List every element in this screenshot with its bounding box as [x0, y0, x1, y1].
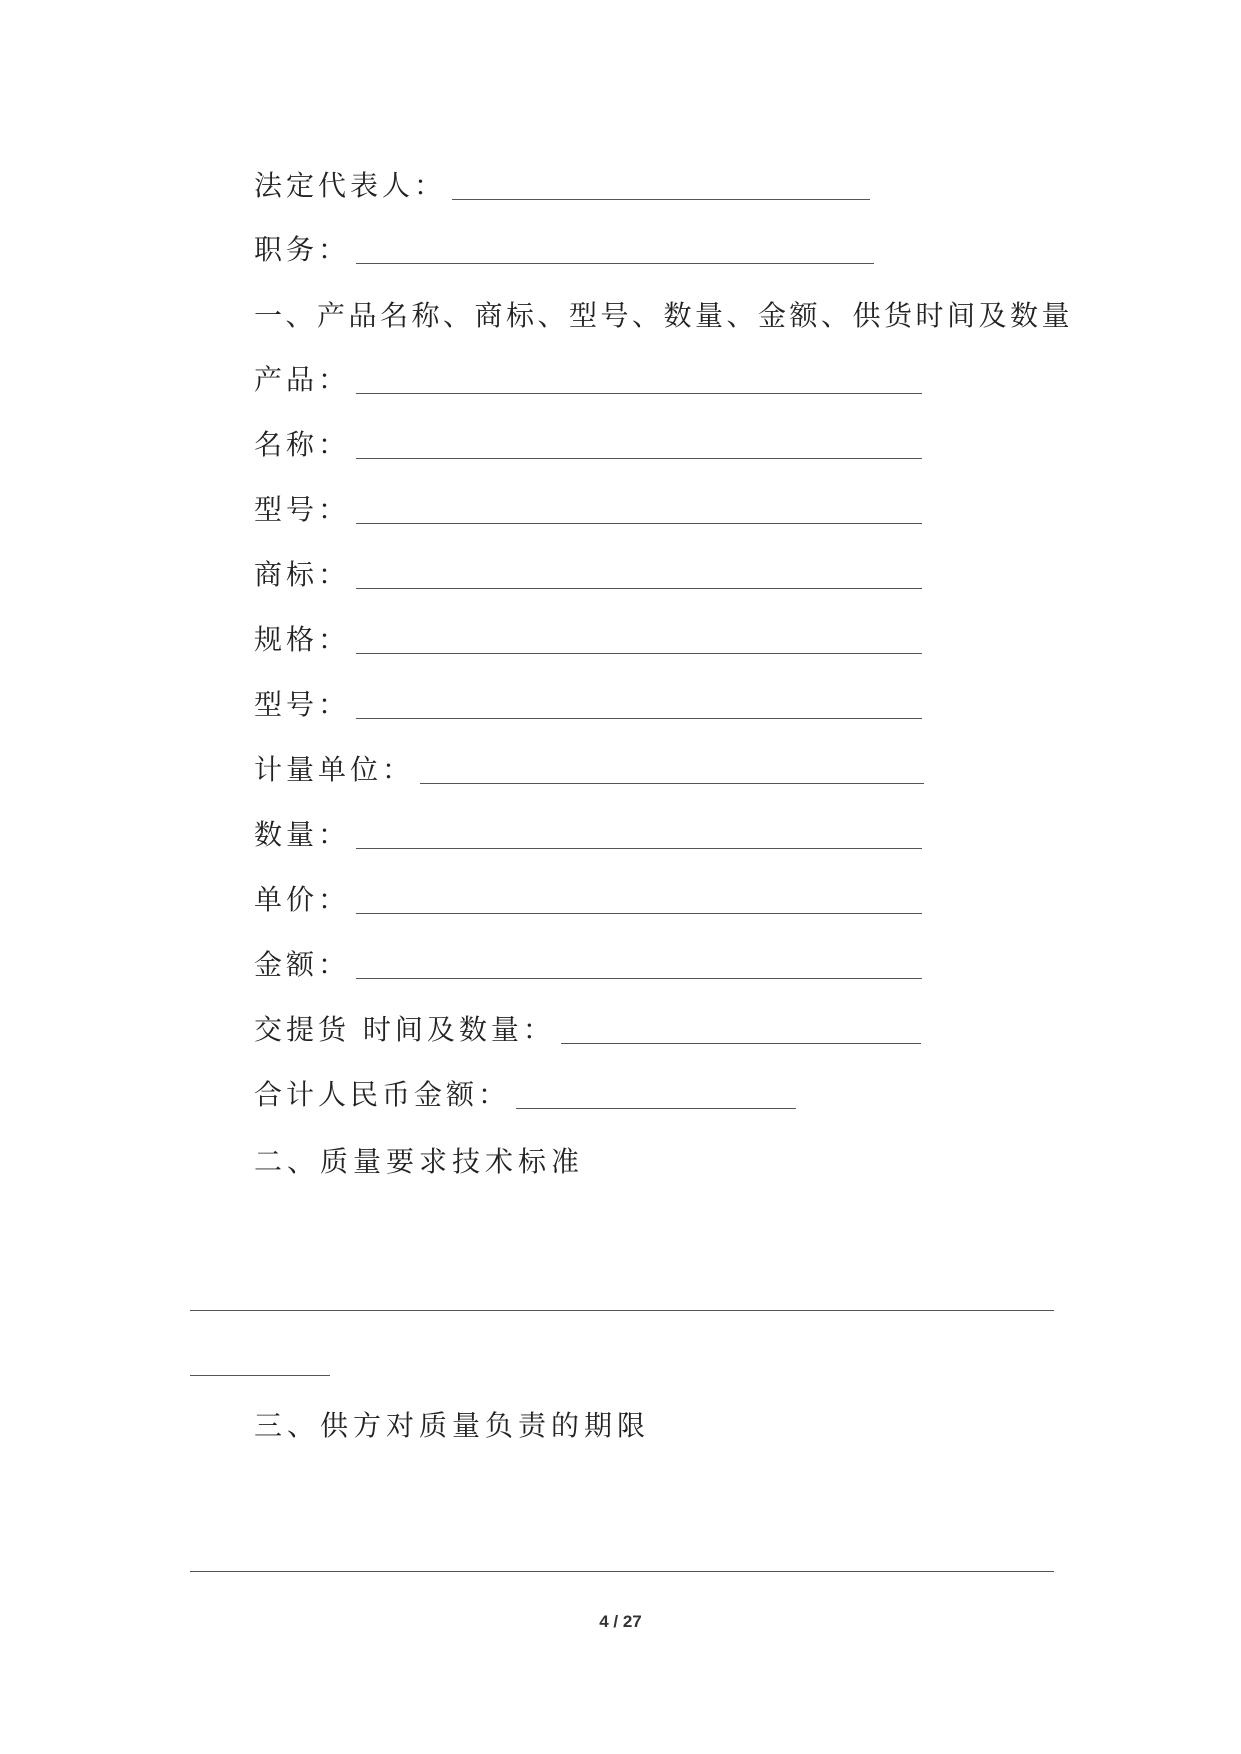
section1-heading: 一、产品名称、商标、型号、数量、金额、供货时间及数量 — [254, 299, 1074, 332]
spec-label: 规格： — [254, 623, 351, 656]
section2-blank-line-1[interactable] — [190, 1310, 1054, 1311]
trademark-field — [254, 555, 922, 595]
total-field — [254, 1075, 796, 1115]
unit-label: 计量单位： — [254, 753, 415, 786]
delivery-blank[interactable] — [561, 1013, 921, 1044]
section2-blank-line-2[interactable] — [190, 1375, 330, 1376]
legal-rep-blank[interactable] — [452, 169, 870, 200]
unit-price-field — [254, 880, 922, 920]
section3-heading: 三、供方对质量负责的期限 — [254, 1409, 651, 1442]
total-blank[interactable] — [516, 1078, 796, 1109]
unit-price-blank[interactable] — [356, 883, 922, 914]
position-field — [254, 230, 874, 270]
trademark-blank[interactable] — [356, 558, 922, 589]
amount-label: 金额： — [254, 948, 351, 981]
model2-label: 型号： — [254, 688, 351, 721]
legal-rep-field — [254, 166, 870, 206]
delivery-field — [254, 1010, 921, 1050]
section3-blank-line[interactable] — [190, 1571, 1054, 1572]
model-label: 型号： — [254, 493, 351, 526]
quantity-blank[interactable] — [356, 818, 922, 849]
total-label: 合计人民币金额： — [254, 1078, 511, 1111]
delivery-label: 交提货 时间及数量： — [254, 1013, 555, 1046]
name-label: 名称： — [254, 428, 351, 461]
product-blank[interactable] — [356, 363, 922, 394]
position-label: 职务： — [254, 233, 351, 266]
spec-blank[interactable] — [356, 623, 922, 654]
unit-field — [254, 750, 924, 790]
trademark-label: 商标： — [254, 558, 351, 591]
name-blank[interactable] — [356, 428, 922, 459]
product-field — [254, 360, 922, 400]
model2-field — [254, 685, 922, 725]
quantity-label: 数量： — [254, 818, 351, 851]
unit-price-label: 单价： — [254, 883, 351, 916]
section2-heading: 二、质量要求技术标准 — [254, 1145, 585, 1178]
amount-blank[interactable] — [356, 948, 922, 979]
quantity-field — [254, 815, 922, 855]
position-blank[interactable] — [356, 233, 874, 264]
legal-rep-label: 法定代表人： — [254, 169, 447, 202]
model2-blank[interactable] — [356, 688, 922, 719]
product-label: 产品： — [254, 363, 351, 396]
page-number: 4 / 27 — [599, 1612, 642, 1631]
model-blank[interactable] — [356, 493, 922, 524]
amount-field — [254, 945, 922, 985]
unit-blank[interactable] — [420, 753, 924, 784]
model-field — [254, 490, 922, 530]
spec-field — [254, 620, 922, 660]
name-field — [254, 425, 922, 465]
